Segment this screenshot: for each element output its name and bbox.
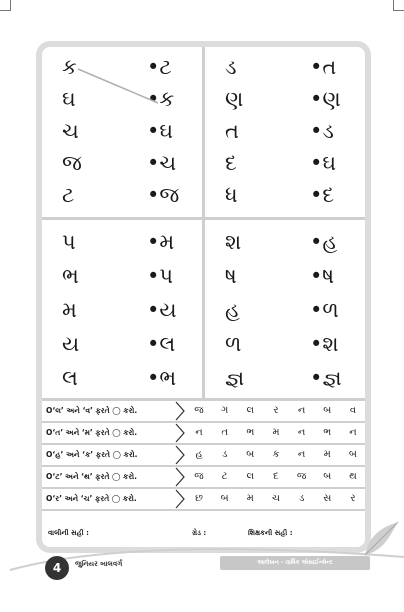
task-letter[interactable]: સ [323, 493, 332, 504]
chevron-right-icon [175, 445, 185, 465]
right-letter: •હ [310, 230, 338, 254]
match-row [205, 328, 365, 360]
left-letter: મ [62, 298, 77, 322]
match-row [42, 328, 202, 360]
right-letter: •ડ [310, 119, 334, 143]
signature-row [42, 525, 365, 547]
task-letter[interactable]: ગ [221, 405, 229, 416]
task-letters [188, 423, 364, 443]
example-match-line [42, 47, 365, 217]
task-row [42, 467, 365, 489]
page-number-badge: 4 [45, 556, 69, 580]
teacher-signature-label: શિક્ષકની સહી : [248, 529, 293, 537]
task-letter[interactable]: ચ [271, 493, 280, 504]
left-letter: ળ [225, 332, 242, 356]
worksheet-inner [42, 47, 365, 547]
task-instruction: O‘ત’ અને ‘મ’ ફરતે ◯ કરો. [46, 428, 138, 437]
right-letter: •ભ [147, 366, 177, 390]
task-letter[interactable]: થ [349, 471, 357, 482]
chevron-right-icon [175, 401, 185, 421]
right-letter: •ય [147, 298, 177, 322]
left-letter: ત [225, 119, 239, 143]
task-letter[interactable]: ન [195, 427, 203, 438]
task-letter[interactable]: ડ [221, 449, 228, 460]
left-letter: ષ [225, 264, 237, 288]
left-letter: ટ [62, 183, 75, 207]
task-letter[interactable]: લ [246, 405, 255, 416]
task-letter[interactable]: મ [246, 493, 254, 504]
task-letter[interactable]: દ [273, 471, 279, 482]
task-instruction: O‘ટ’ અને ‘થ’ ફરતે ◯ કરો. [46, 472, 137, 481]
task-letter[interactable]: બ [220, 493, 229, 504]
right-letter: •ઘ [147, 119, 174, 143]
left-letter: જ [62, 151, 82, 175]
leaf-icon [360, 520, 400, 560]
chevron-right-icon [175, 489, 185, 509]
task-letter[interactable]: ત [221, 427, 228, 438]
left-letter: ણ [225, 87, 244, 111]
match-row [42, 226, 202, 258]
left-letter: ધ [225, 183, 238, 207]
task-letters [188, 445, 364, 465]
task-letter[interactable]: બ [323, 471, 332, 482]
task-letter[interactable]: ર [273, 405, 279, 416]
task-letter[interactable]: ક [272, 449, 280, 460]
task-letter[interactable]: જ [194, 471, 204, 482]
task-letter[interactable]: જ [194, 405, 204, 416]
right-letter: •ણ [310, 87, 341, 111]
task-letter[interactable]: હ [195, 449, 203, 460]
task-instruction: O‘લ’ અને ‘વ’ ફરતે ◯ કરો. [46, 406, 138, 415]
task-instruction: O‘હ’ અને ‘ક’ ફરતે ◯ કરો. [46, 450, 138, 459]
left-letter: ક [62, 55, 77, 79]
task-row [42, 423, 365, 445]
left-letter: ય [62, 332, 80, 356]
task-letter[interactable]: ન [297, 405, 306, 416]
right-letter: •ષ [310, 264, 335, 288]
task-letter[interactable]: ટ [221, 471, 228, 482]
match-row [42, 294, 202, 326]
chevron-right-icon [175, 423, 185, 443]
left-letter: દ [225, 151, 237, 175]
left-letter: હ [225, 298, 240, 322]
match-row [42, 362, 202, 394]
right-letter: •પ [147, 264, 174, 288]
task-letter[interactable]: મ [323, 449, 331, 460]
match-row [205, 260, 365, 292]
crop-mark-top-right [393, 0, 404, 11]
task-letter[interactable]: ર [350, 493, 356, 504]
subject-banner: આલેખન - વાર્ષિક એસાઈન્મેન્ટ [220, 556, 370, 570]
task-row [42, 445, 365, 467]
task-letter[interactable]: લ [246, 471, 255, 482]
right-letter: •જ [147, 183, 180, 207]
match-grid-bottom [42, 220, 365, 401]
right-letter: •મ [147, 230, 175, 254]
right-letter: •જ્ઞ [310, 366, 342, 390]
task-letter[interactable]: છ [195, 493, 203, 504]
match-grid-top [42, 47, 365, 220]
right-letter: •દ [310, 183, 335, 207]
crop-mark-top-left [0, 0, 11, 11]
left-letter: શ [225, 230, 242, 254]
match-row [205, 362, 365, 394]
right-letter: •ક [147, 87, 175, 111]
task-letter[interactable]: મ [272, 427, 280, 438]
task-row [42, 489, 365, 511]
match-row [205, 294, 365, 326]
book-name: જુનિયર બાલવર્ગ [75, 560, 123, 568]
match-row [205, 226, 365, 258]
right-letter: •લ [147, 332, 176, 356]
right-letter: •ત [310, 55, 337, 79]
task-letter[interactable]: ન [349, 427, 357, 438]
left-letter: ભ [62, 264, 79, 288]
left-letter: ડ [225, 55, 237, 79]
task-letter[interactable]: ભ [323, 427, 332, 438]
task-letter[interactable]: બ [323, 405, 332, 416]
task-letter[interactable]: ન [297, 427, 306, 438]
task-letter[interactable]: ન [297, 449, 306, 460]
task-instruction: O‘ર’ અને ‘ચ’ ફરતે ◯ કરો. [46, 494, 137, 503]
left-letter: પ [62, 230, 76, 254]
task-row [42, 401, 365, 423]
chevron-right-icon [175, 467, 185, 487]
task-letter[interactable]: ભ [246, 427, 255, 438]
worksheet-frame [36, 41, 371, 553]
left-letter: ઘ [62, 87, 76, 111]
right-letter: •ઘ [310, 151, 337, 175]
right-letter: •ળ [310, 298, 339, 322]
task-letters [188, 467, 364, 487]
grade-label: ગ્રેડ : [192, 529, 207, 537]
right-letter: •ટ [147, 55, 172, 79]
right-letter: •શ [310, 332, 339, 356]
task-letter[interactable]: ડ [298, 493, 305, 504]
task-letter[interactable]: વ [349, 405, 357, 416]
task-letter[interactable]: જ [296, 471, 307, 482]
task-letter[interactable]: બ [348, 449, 357, 460]
left-letter: ચ [62, 119, 79, 143]
right-letter: •ચ [147, 151, 177, 175]
task-letters [188, 489, 364, 509]
match-row [42, 260, 202, 292]
task-letter[interactable]: બ [246, 449, 255, 460]
task-letters [188, 401, 364, 421]
left-letter: જ્ઞ [225, 366, 245, 390]
parent-signature-label: વાલીની સહી : [48, 529, 89, 537]
left-letter: લ [62, 366, 78, 390]
